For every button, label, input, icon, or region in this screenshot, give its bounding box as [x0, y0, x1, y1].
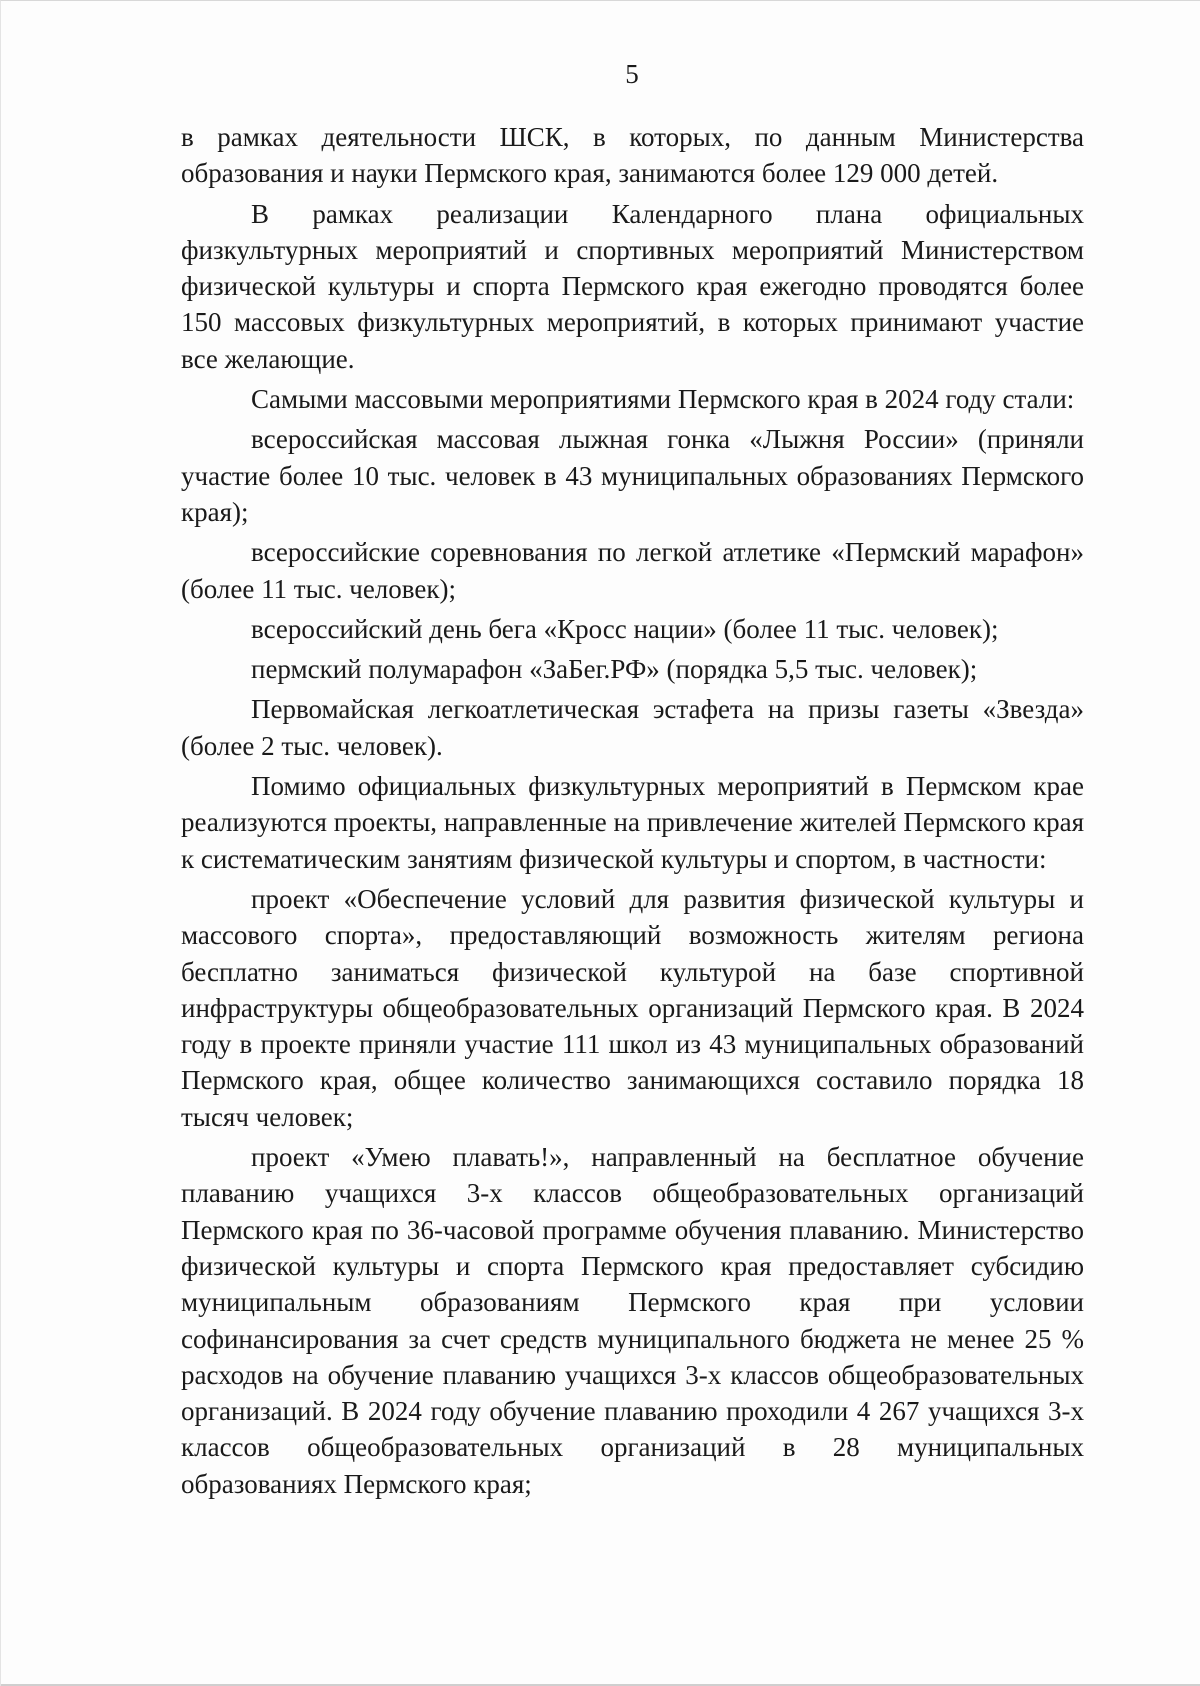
page-number: 5 [625, 59, 639, 89]
paragraph-projects-intro: Помимо официальных физкультурных мероприятий в Пермском крае реализуются проекты, направленные на привлечение жителей Пермского края к систематическим занятиям физической культуры и спортом, в частности: [181, 771, 1084, 874]
list-item-ski-race: всероссийская массовая лыжная гонка «Лыжня России» (приняли участие более 10 тыс. человек в 43 муниципальных образованиях Пермского края); [181, 424, 1084, 527]
list-item-project-conditions: проект «Обеспечение условий для развития физической культуры и массового спорта», предоставляющий возможность жителям региона бесплатно заниматься физической культурой на базе спортивной инфраструктуры общеобразовательных организаций Пермского края. В 2024 году в проекте приняли участие 111 школ из 43 муниципальных образований Пермского края, общее количество занимающихся составило порядка 18 тысяч человек; [181, 883, 1084, 1132]
paragraph-mass-events-intro: Самыми массовыми мероприятиями Пермского края в 2024 году стали: [251, 384, 1075, 415]
list-item-perm-marathon: всероссийские соревнования по легкой атлетике «Пермский марафон» (более 11 тыс. человек); [181, 537, 1084, 604]
paragraph-continuation: в рамках деятельности ШСК, в которых, по данным Министерства образования и науки Пермского края, занимаются более 129 000 детей. [181, 122, 1084, 189]
list-item-project-swimming: проект «Умею плавать!», направленный на бесплатное обучение плаванию учащихся 3-х классов общеобразовательных организаций Пермского края по 36-часовой программе обучения плаванию. Министерство физической культуры и спорта Пермского края предоставляет субсидию муниципальным образованиям Пермского края при условии софинансирования за счет средств муниципального бюджета не менее 25 % расходов на обучение плаванию учащихся 3-х классов общеобразовательных организаций. В 2024 году обучение плаванию проходили 4 267 учащихся 3-х классов общеобразовательных организаций в 28 муниципальных образованиях Пермского края; [181, 1142, 1084, 1499]
paragraph-calendar-plan: В рамках реализации Календарного плана официальных физкультурных мероприятий и спортивных мероприятий Министерством физической культуры и спорта Пермского края ежегодно проводятся более 150 массовых физкультурных мероприятий, в которых принимают участие все желающие. [181, 198, 1084, 374]
list-item-half-marathon: пермский полумарафон «ЗаБег.РФ» (порядка 5,5 тыс. человек); [251, 654, 978, 685]
list-item-cross-nation: всероссийский день бега «Кросс нации» (более 11 тыс. человек); [251, 613, 999, 644]
list-item-may-relay: Первомайская легкоатлетическая эстафета на призы газеты «Звезда» (более 2 тыс. человек). [181, 694, 1084, 761]
document-body [181, 119, 1084, 1502]
